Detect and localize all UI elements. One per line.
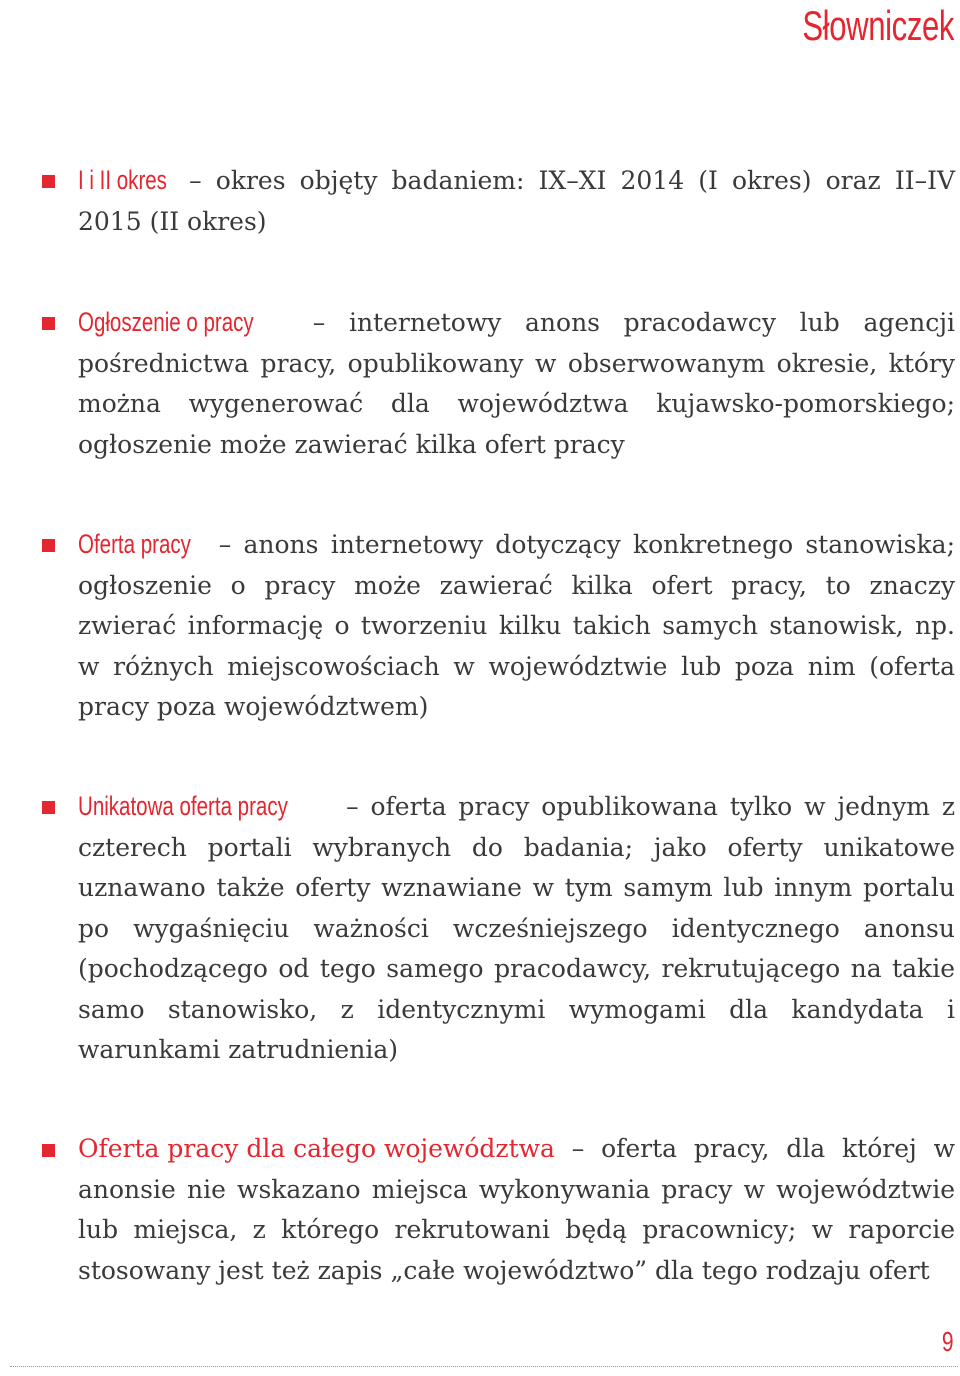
glossary-definition: – anons internetowy dotyczący konkretnego stanowiska; ogłoszenie o pracy może zawierać kilka ofert pracy, to znaczy zwierać informację o tworzeniu kilku takich samych stanowisk, np. w różnych miejscowościach w województwie lub poza nim (oferta pracy poza województwem) xyxy=(78,530,955,721)
bullet-square-icon xyxy=(42,539,55,552)
glossary-term: Oferta pracy dla całego województwa xyxy=(78,1134,555,1163)
glossary-definition: – oferta pracy, dla której w anonsie nie wskazano miejsca wykonywania pracy w województwie lub miejsca, z którego rekrutowani będą pracownicy; w raporcie stosowany jest też zapis „całe województwo” dla tego rodzaju ofert xyxy=(78,1134,955,1285)
glossary-term: Unikatowa oferta pracy xyxy=(78,791,288,821)
bullet-square-icon xyxy=(42,175,55,188)
glossary-definition: – oferta pracy opublikowana tylko w jednym z czterech portali wybranych do badania; jako oferty unikatowe uznawano także oferty wznawiane w tym samym lub innym portalu po wygaśnięciu ważności wcześniejszego identycznego anonsu (pochodzącego od tego samego pracodawcy, rekrutującego na takie samo stanowisko, z identycznymi wymogami dla kandydata i warunkami zatrudnienia) xyxy=(78,792,955,1064)
glossary-entry-ogloszenie xyxy=(78,302,955,465)
page-number: 9 xyxy=(942,1326,954,1357)
glossary-definition: – okres objęty badaniem: IX–XI 2014 (I okres) oraz II–IV 2015 (II okres) xyxy=(78,166,955,236)
page-title: Słowniczek xyxy=(802,2,954,49)
bullet-square-icon xyxy=(42,1144,55,1157)
glossary-entry-wojewodztwo xyxy=(78,1129,955,1291)
glossary-entry-unikatowa xyxy=(78,786,955,1071)
glossary-term: Oferta pracy xyxy=(78,529,191,559)
glossary-term: Ogłoszenie o pracy xyxy=(78,307,254,337)
glossary-entry-oferta xyxy=(78,524,955,728)
glossary-entry-okres xyxy=(78,160,955,242)
bullet-square-icon xyxy=(42,317,55,330)
footer-divider xyxy=(10,1366,958,1367)
glossary-term: I i II okres xyxy=(78,165,167,195)
glossary-definition: – internetowy anons pracodawcy lub agencji pośrednictwa pracy, opublikowany w obserwowanym okresie, który można wygenerować dla województwa kujawsko-pomorskiego; ogłoszenie może zawierać kilka ofert pracy xyxy=(78,308,956,459)
bullet-square-icon xyxy=(42,801,55,814)
